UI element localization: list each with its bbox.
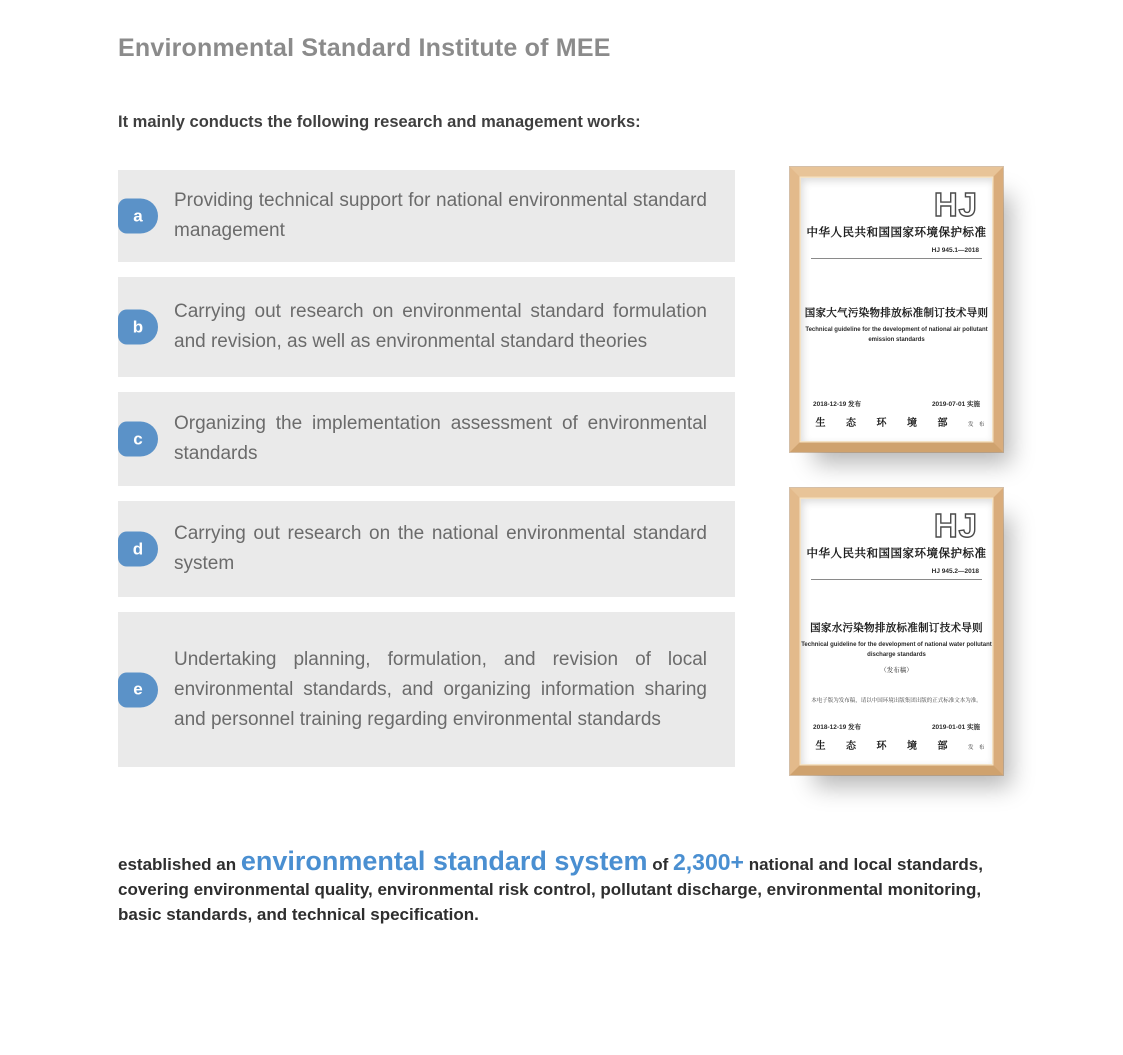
bullet-badge-c: c xyxy=(118,422,158,457)
certificate-subtitle-en-line2: emission standards xyxy=(868,337,925,343)
list-item-e xyxy=(118,612,735,767)
certificate-title: 国家水污染物排放标准制订技术导则 xyxy=(810,623,983,634)
certificate-ministry xyxy=(801,414,992,429)
list-item-text: Carrying out research on the national environmental standard system xyxy=(174,523,707,574)
certificate-code: HJ 945.2—2018 xyxy=(931,568,979,575)
summary-paragraph xyxy=(118,846,996,927)
summary-prefix: established an xyxy=(118,855,241,874)
implement-date: 2019-07-01 实施 xyxy=(931,401,980,408)
publish-label: 发 布 xyxy=(968,422,987,428)
certificate-header: 中华人民共和国国家环境保护标准 xyxy=(806,548,987,560)
certificate-subtitle-en-line2: discharge standards xyxy=(867,652,926,658)
certificate-frame-air-standard xyxy=(790,167,1003,452)
works-list xyxy=(118,170,735,782)
spacer xyxy=(801,345,992,399)
publish-label: 发 布 xyxy=(968,745,987,751)
page-title: Environmental Standard Institute of MEE xyxy=(118,34,611,62)
hj-logo: HJ xyxy=(933,507,978,544)
bullet-badge-a: a xyxy=(118,199,158,234)
certificate-note: 本电子版为发布稿，请以中国环境出版集团出版的正式标准文本为准。 xyxy=(811,698,982,704)
certificate-dates xyxy=(801,399,992,408)
summary-mid: of xyxy=(647,855,673,874)
ministry-name: 生 态 环 境 部 xyxy=(815,741,957,752)
list-item-text: Undertaking planning, formulation, and revision of local environmental standards, and organizing information sharing and personnel training regarding environmental standards xyxy=(174,648,707,730)
list-item-text: Organizing the implementation assessment of environmental standards xyxy=(174,413,707,464)
list-item-a xyxy=(118,170,735,262)
list-item-text: Carrying out research on environmental standard formulation and revision, as well as environmental standard theories xyxy=(174,301,707,352)
list-item-c xyxy=(118,392,735,486)
certificate-header: 中华人民共和国国家环境保护标准 xyxy=(806,227,987,239)
certificate-subtitle-en xyxy=(801,640,992,660)
page-subtitle: It mainly conducts the following research and management works: xyxy=(118,113,641,131)
list-item-d xyxy=(118,501,735,597)
list-item-text: Providing technical support for national environmental standard management xyxy=(174,190,707,241)
certificate-subtitle-en-line1: Technical guideline for the development of national air pollutant xyxy=(805,327,988,333)
bullet-badge-e: e xyxy=(118,672,158,707)
implement-date: 2019-01-01 实施 xyxy=(931,724,980,731)
certificate-subtitle-en xyxy=(801,325,992,345)
ministry-name: 生 态 环 境 部 xyxy=(815,418,957,429)
certificate-document xyxy=(801,499,992,764)
certificate-title: 国家大气污染物排放标准制订技术导则 xyxy=(804,308,989,319)
summary-suffix: national and local standards, covering environmental quality, environmental risk control, pollutant discharge, environmental monitoring, basic standards, and technical specification. xyxy=(118,855,983,924)
certificate-ministry xyxy=(801,737,992,752)
list-item-b xyxy=(118,277,735,377)
issue-date: 2018-12-19 发布 xyxy=(813,724,862,731)
certificate-dates xyxy=(801,722,992,731)
summary-highlight: environmental standard system xyxy=(240,846,648,876)
bullet-badge-b: b xyxy=(118,310,158,345)
certificate-frame-water-standard xyxy=(790,488,1003,775)
hj-logo: HJ xyxy=(933,186,978,223)
issue-date: 2018-12-19 发布 xyxy=(813,401,862,408)
certificate-divider xyxy=(811,579,982,580)
summary-count: 2,300+ xyxy=(672,849,744,875)
certificate-divider xyxy=(811,258,982,259)
spacer xyxy=(801,704,992,722)
certificate-code: HJ 945.1—2018 xyxy=(931,247,979,254)
draft-label: （发布稿） xyxy=(880,667,913,674)
certificate-subtitle-en-line1: Technical guideline for the development of national water pollutant xyxy=(801,642,992,648)
certificate-document xyxy=(801,178,992,441)
bullet-badge-d: d xyxy=(118,532,158,567)
